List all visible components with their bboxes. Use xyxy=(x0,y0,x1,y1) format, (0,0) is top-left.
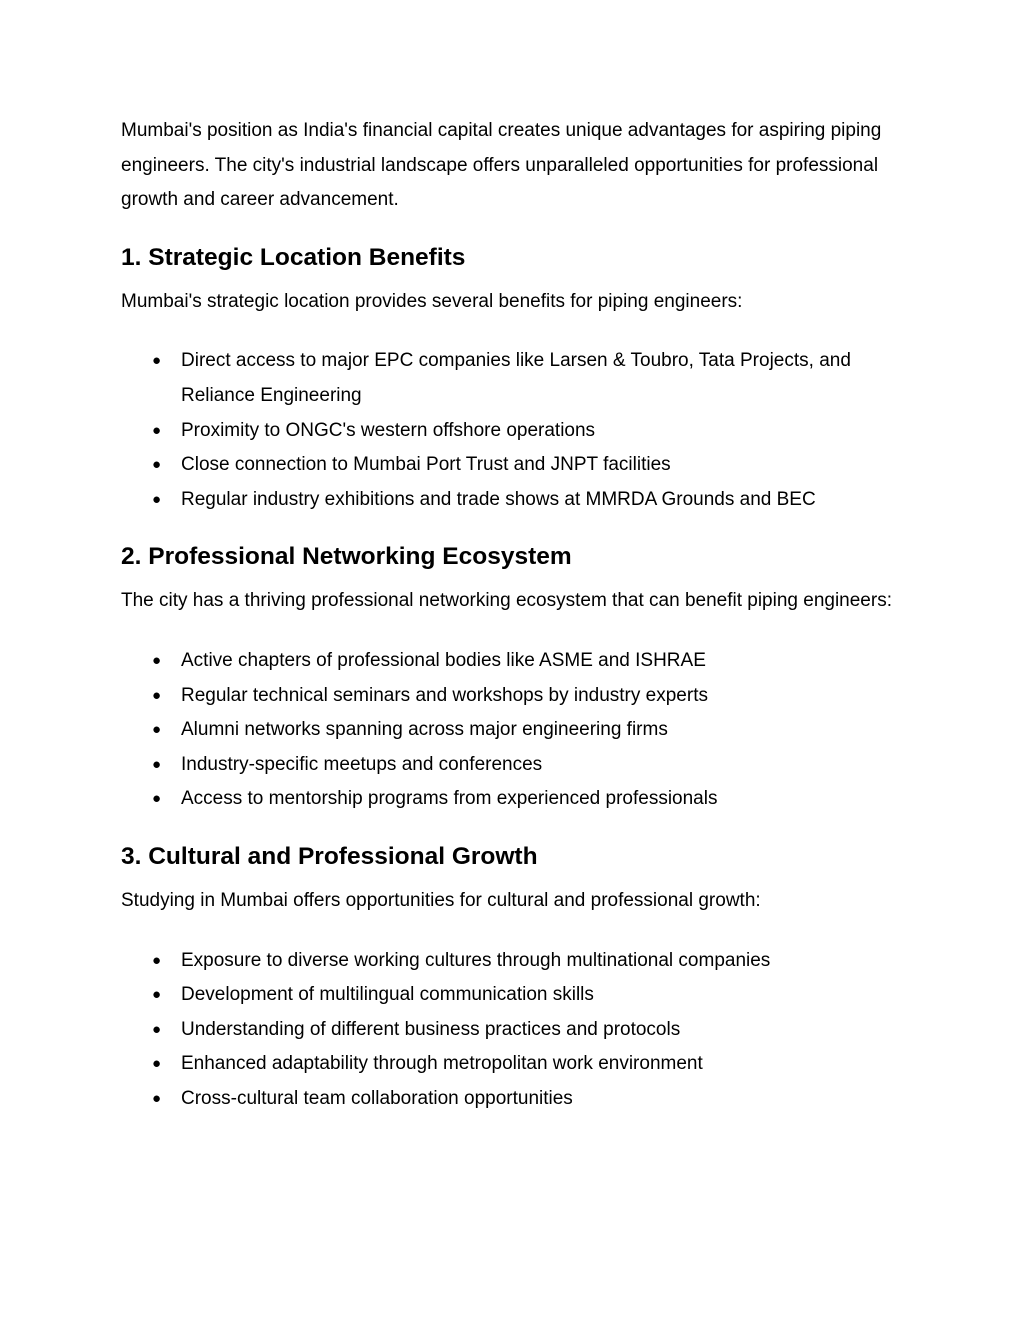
bullet-icon: ● xyxy=(152,352,162,370)
section-heading-networking: 2. Professional Networking Ecosystem xyxy=(121,543,572,571)
list-item-text: Exposure to diverse working cultures through multinational companies xyxy=(181,949,771,971)
bullet-icon: ● xyxy=(152,686,162,704)
bullet-list-strategic-location xyxy=(121,344,911,517)
section-heading-cultural-growth: 3. Cultural and Professional Growth xyxy=(121,842,538,870)
bullet-icon: ● xyxy=(152,651,162,669)
bullet-icon: ● xyxy=(152,986,162,1004)
bullet-icon: ● xyxy=(152,421,162,439)
list-item xyxy=(121,1013,911,1048)
list-item-text: Access to mentorship programs from experienced professionals xyxy=(181,788,718,810)
list-item-text: Cross-cultural team collaboration opportunities xyxy=(181,1087,573,1109)
bullet-icon: ● xyxy=(152,1055,162,1073)
bullet-list-cultural-growth xyxy=(121,944,911,1117)
section-intro-cultural-growth: Studying in Mumbai offers opportunities for cultural and professional growth: xyxy=(121,889,761,911)
list-item-text: Proximity to ONGC's western offshore operations xyxy=(181,419,596,441)
intro-paragraph: Mumbai's position as India's financial capital creates unique advantages for aspiring piping engineers. The city's industrial landscape offers unparalleled opportunities for professional growth and career advancement. xyxy=(121,120,882,211)
section-intro-networking: The city has a thriving professional networking ecosystem that can benefit piping engineers: xyxy=(121,590,892,612)
list-item xyxy=(121,414,911,449)
list-item-text: Regular technical seminars and workshops by industry experts xyxy=(181,684,708,706)
bullet-icon: ● xyxy=(152,790,162,808)
list-item xyxy=(121,644,911,679)
list-item-text: Direct access to major EPC companies like Larsen & Toubro, Tata Projects, and Reliance Engineering xyxy=(181,350,851,406)
list-item-text: Enhanced adaptability through metropolitan work environment xyxy=(181,1053,703,1075)
list-item-text: Understanding of different business practices and protocols xyxy=(181,1018,681,1040)
bullet-icon: ● xyxy=(152,721,162,739)
list-item xyxy=(121,782,911,817)
list-item-text: Alumni networks spanning across major engineering firms xyxy=(181,719,668,741)
bullet-list-networking xyxy=(121,644,911,817)
list-item-text: Active chapters of professional bodies like ASME and ISHRAE xyxy=(181,649,706,671)
list-item-text: Close connection to Mumbai Port Trust and JNPT facilities xyxy=(181,454,671,476)
bullet-icon: ● xyxy=(152,490,162,508)
list-item xyxy=(121,1082,911,1117)
list-item xyxy=(121,1047,911,1082)
list-item xyxy=(121,679,911,714)
list-item xyxy=(121,748,911,783)
list-item xyxy=(121,944,911,979)
document-page xyxy=(121,114,911,1116)
bullet-icon: ● xyxy=(152,755,162,773)
list-item-text: Regular industry exhibitions and trade shows at MMRDA Grounds and BEC xyxy=(181,488,816,510)
list-item-text: Industry-specific meetups and conferences xyxy=(181,753,543,775)
bullet-icon: ● xyxy=(152,1089,162,1107)
section-intro-strategic-location: Mumbai's strategic location provides several benefits for piping engineers: xyxy=(121,290,743,312)
section-heading-strategic-location: 1. Strategic Location Benefits xyxy=(121,243,466,271)
bullet-icon: ● xyxy=(152,456,162,474)
list-item xyxy=(121,978,911,1013)
bullet-icon: ● xyxy=(152,1020,162,1038)
list-item-text: Development of multilingual communication skills xyxy=(181,984,594,1006)
list-item xyxy=(121,713,911,748)
list-item xyxy=(121,448,911,483)
bullet-icon: ● xyxy=(152,951,162,969)
list-item xyxy=(121,344,911,413)
list-item xyxy=(121,483,911,518)
